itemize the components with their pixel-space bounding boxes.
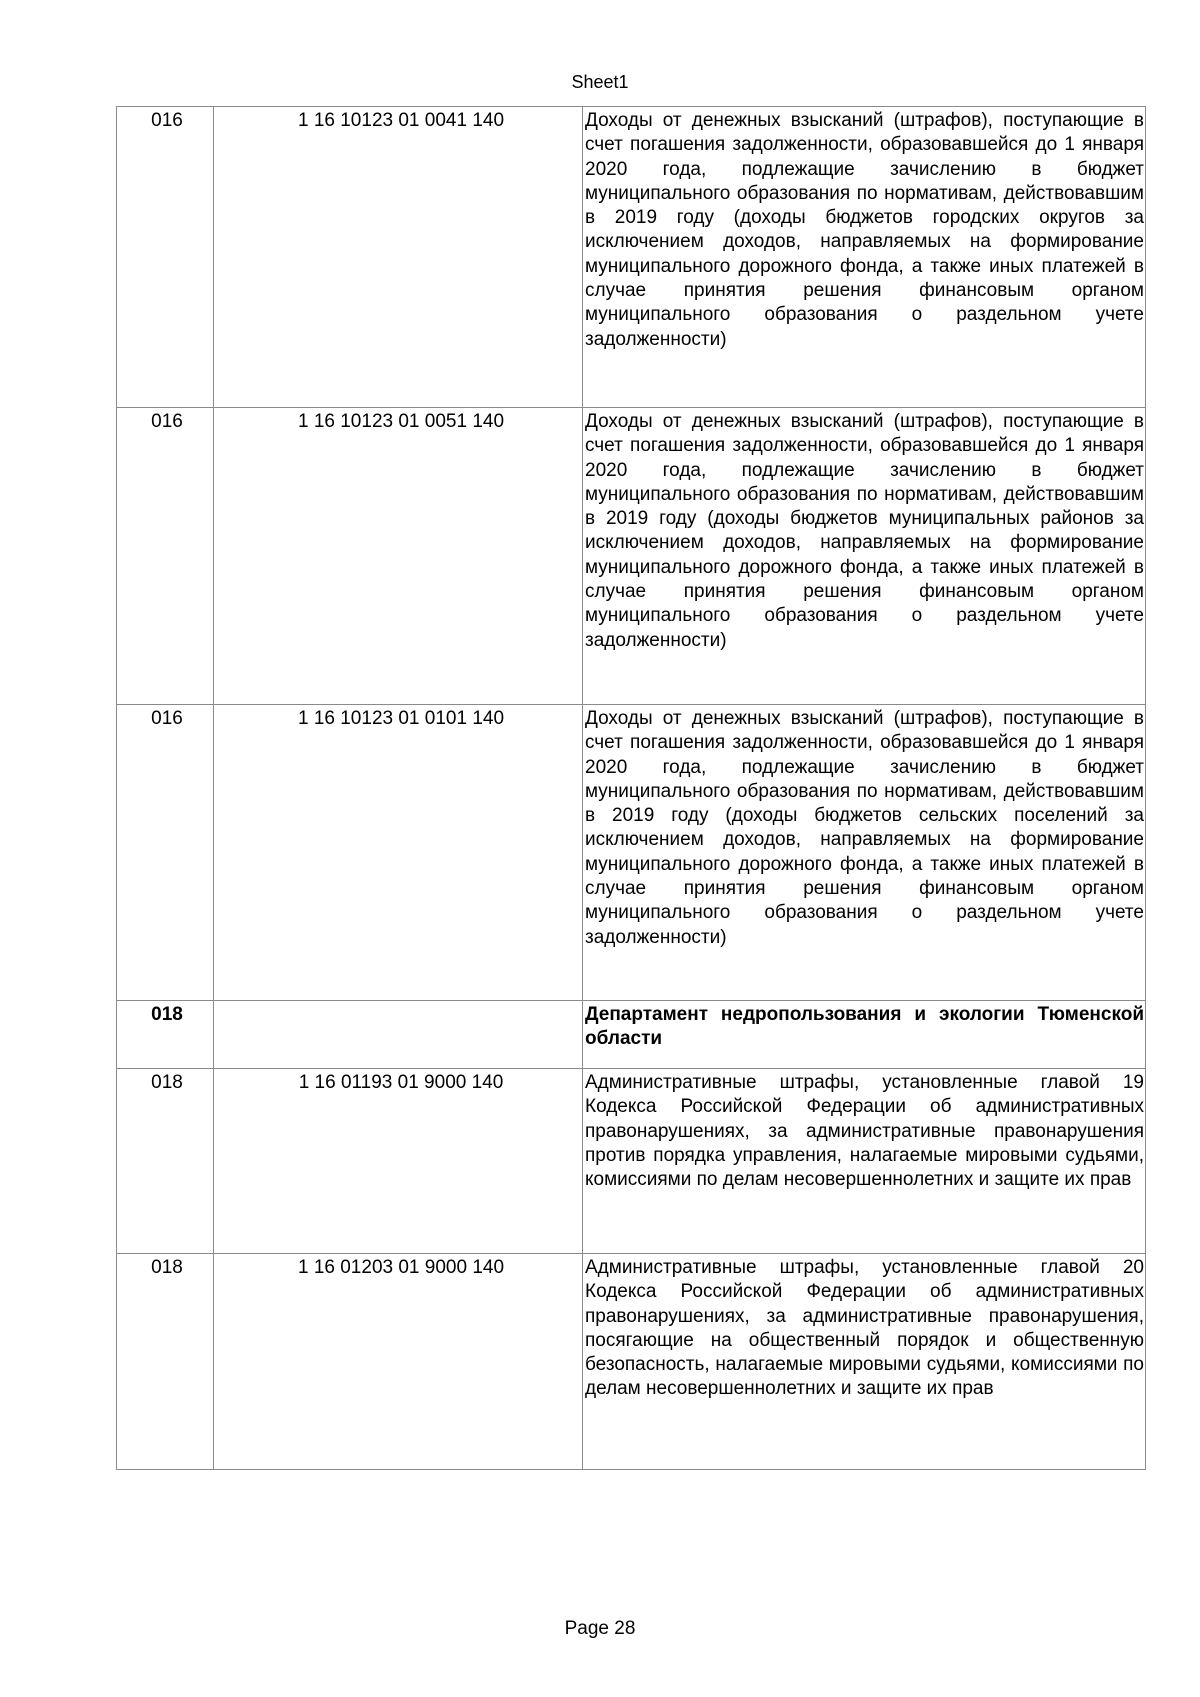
page-number: Page 28	[564, 1618, 636, 1639]
admin-code-cell: 016	[117, 705, 214, 1001]
description-cell: Доходы от денежных взысканий (штрафов), поступающие в счет погашения задолженности, образовавшейся до 1 января 2020 года, подлежащие зачислению в бюджет муниципального образования по нормативам, действовавшим в 2019 году (доходы бюджетов сельских поселений за исключением доходов, направляемых на формирование муниципального дорожного фонда, а также иных платежей в случае принятия решения финансовым органом муниципального образования о раздельном учете задолженности)	[583, 705, 1146, 1001]
budget-classification-table	[116, 106, 1146, 1470]
table-row	[117, 1069, 1146, 1254]
budget-code-cell: 1 16 01193 01 9000 140	[214, 1069, 583, 1254]
budget-code-cell: 1 16 10123 01 0041 140	[214, 107, 583, 408]
budget-code-cell: 1 16 01203 01 9000 140	[214, 1254, 583, 1470]
table-row	[117, 705, 1146, 1001]
admin-code-cell: 018	[117, 1069, 214, 1254]
description-cell: Административные штрафы, установленные главой 20 Кодекса Российской Федерации об административных правонарушениях, за административные правонарушения, посягающие на общественный порядок и общественную безопасность, налагаемые мировыми судьями, комиссиями по делам несовершеннолетних и защите их прав	[583, 1254, 1146, 1470]
table-row	[117, 107, 1146, 408]
table-row	[117, 408, 1146, 705]
description-cell: Административные штрафы, установленные главой 19 Кодекса Российской Федерации об административных правонарушениях, за административные правонарушения против порядка управления, налагаемые мировыми судьями, комиссиями по делам несовершеннолетних и защите их прав	[583, 1069, 1146, 1254]
budget-code-cell: 1 16 10123 01 0101 140	[214, 705, 583, 1001]
department-name-cell: Департамент недропользования и экологии Тюменской области	[583, 1001, 1146, 1069]
admin-code-cell: 018	[117, 1001, 214, 1069]
description-cell: Доходы от денежных взысканий (штрафов), поступающие в счет погашения задолженности, образовавшейся до 1 января 2020 года, подлежащие зачислению в бюджет муниципального образования по нормативам, действовавшим в 2019 году (доходы бюджетов городских округов за исключением доходов, направляемых на формирование муниципального дорожного фонда, а также иных платежей в случае принятия решения финансовым органом муниципального образования о раздельном учете задолженности)	[583, 107, 1146, 408]
admin-code-cell: 016	[117, 107, 214, 408]
description-cell: Доходы от денежных взысканий (штрафов), поступающие в счет погашения задолженности, образовавшейся до 1 января 2020 года, подлежащие зачислению в бюджет муниципального образования по нормативам, действовавшим в 2019 году (доходы бюджетов муниципальных районов за исключением доходов, направляемых на формирование муниципального дорожного фонда, а также иных платежей в случае принятия решения финансовым органом муниципального образования о раздельном учете задолженности)	[583, 408, 1146, 705]
sheet-title: Sheet1	[571, 72, 629, 92]
budget-code-cell: 1 16 10123 01 0051 140	[214, 408, 583, 705]
admin-code-cell: 018	[117, 1254, 214, 1470]
budget-code-cell	[214, 1001, 583, 1069]
department-header-row	[117, 1001, 1146, 1069]
admin-code-cell: 016	[117, 408, 214, 705]
table-row	[117, 1254, 1146, 1470]
